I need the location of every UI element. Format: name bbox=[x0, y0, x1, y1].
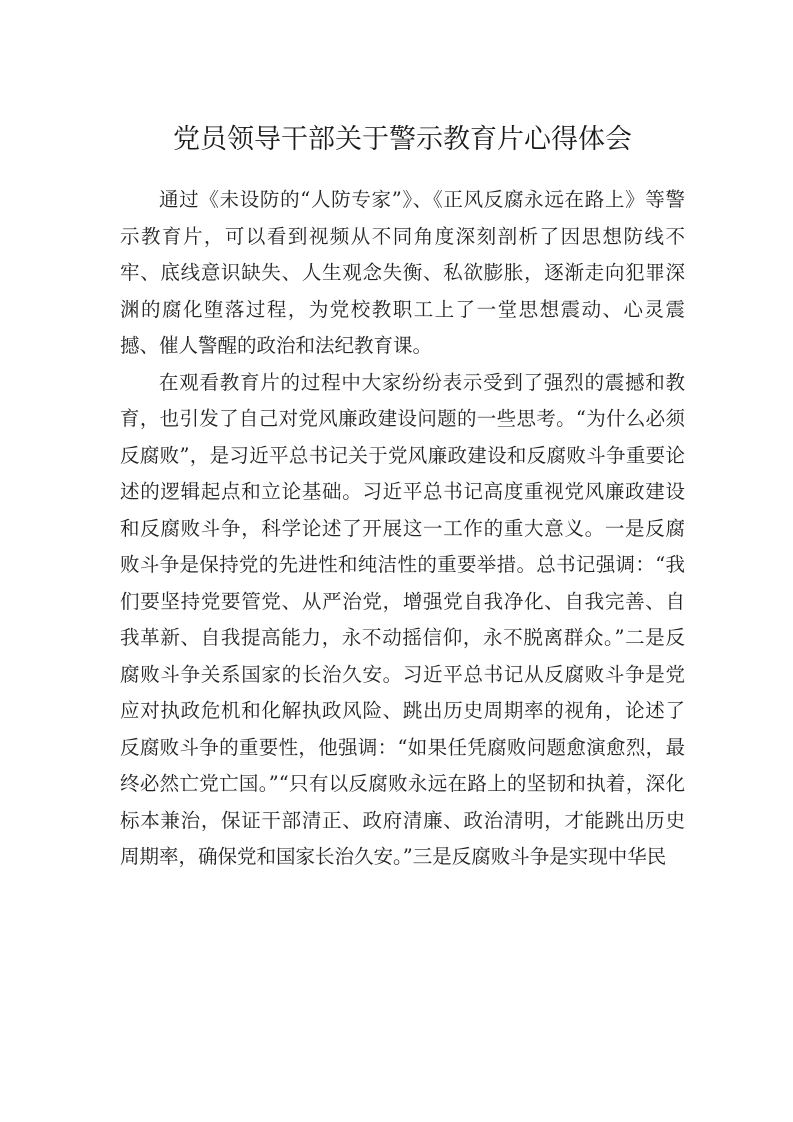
emphasis-marker: 一是 bbox=[604, 516, 646, 540]
paragraph-text: 反腐败斗争关系国家的长治久安。习近平总书记从反腐败斗争是党应对执政危机和化解执政风险、跳出历史周期率的视角，论述了反腐败斗争的重要性，他强调：“如果任凭腐败问题愈演愈烈，最终必然亡党亡国。”“只有以反腐败永远在路上的坚韧和执着，深化标本兼治，保证干部清正、政府清廉、政治清明，才能跳出历史周期率，确保党和国家长治久安。” bbox=[120, 626, 685, 868]
paragraph bbox=[120, 182, 685, 365]
emphasis-marker: 三是 bbox=[412, 845, 452, 868]
document-body bbox=[120, 182, 685, 876]
paragraph-text: 反腐败斗争是实现中华民 bbox=[451, 845, 667, 868]
paragraph bbox=[120, 365, 685, 876]
paragraph-text: 在观看教育片的过程中大家纷纷表示受到了强烈的震撼和教育，也引发了自己对党风廉政建设问题的一些思考。“为什么必须反腐败”，是习近平总书记关于党风廉政建设和反腐败斗争重要论述的逻辑起点和立论基础。习近平总书记高度重视党风廉政建设和反腐败斗争，科学论述了开展这一工作的重大意义。 bbox=[120, 370, 685, 540]
paragraph-text: 反腐败斗争是保持党的先进性和纯洁性的重要举措。总书记强调：“我们要坚持党要管党、从严治党，增强党自我净化、自我完善、自我革新、自我提高能力，永不动摇信仰，永不脱离群众。” bbox=[120, 516, 685, 649]
emphasis-marker: 二是 bbox=[624, 626, 666, 649]
document-title: 党员领导干部关于警示教育片心得体会 bbox=[173, 124, 632, 155]
paragraph-text: 通过《未设防的“人防专家”》、《正风反腐永远在路上》等警示教育片，可以看到视频从不同角度深刻剖析了因思想防线不牢、底线意识缺失、人生观念失衡、私欲膨胀，逐渐走向犯罪深渊的腐化堕落过程，为党校教职工上了一堂思想震动、心灵震撼、催人警醒的政治和法纪教育课。 bbox=[120, 188, 685, 357]
